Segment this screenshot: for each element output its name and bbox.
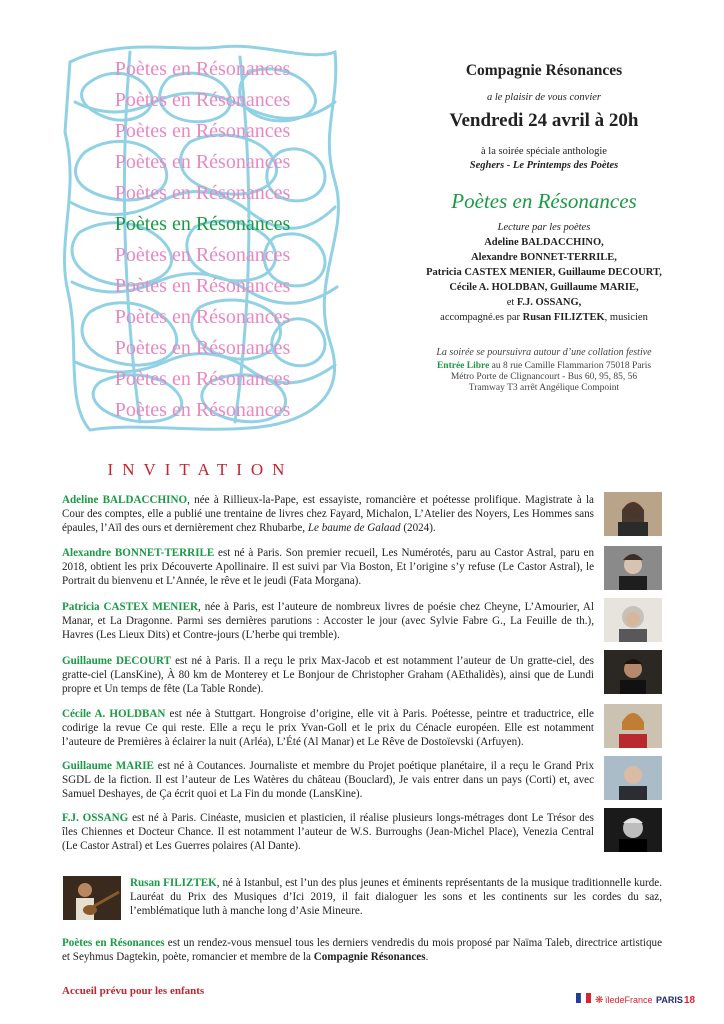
bio-name: Guillaume MARIE bbox=[62, 760, 154, 772]
reading-list bbox=[378, 220, 710, 325]
bio-holdban bbox=[62, 707, 594, 749]
bio-text: est né à Paris. Cinéaste, musicien et plasticien, il réalise plusieurs longs-métrages dont Le Trésor des îles Chiennes et Docteur Chance. Il est notamment l’auteur de W.S. Burroughs (Jean-Michel Place), Venezia Central (Le Castor Astral) et Les Guerres polaires (Al Dante). bbox=[62, 812, 594, 852]
bio-filiztek bbox=[130, 876, 662, 918]
portrait-image bbox=[604, 546, 662, 590]
event-date: Vendredi 24 avril à 20h bbox=[449, 110, 639, 131]
poster-title-line: Poètes en Résonances bbox=[114, 306, 291, 328]
invitation-heading: INVITATION bbox=[107, 460, 294, 479]
reader-name: Patricia CASTEX MENIER, Guillaume DECOURT, bbox=[426, 267, 662, 278]
entry-address: au 8 rue Camille Flammarion 75018 Paris bbox=[489, 361, 652, 371]
bio-text: est né à Coutances. Journaliste et membre du Projet poétique planétaire, il a reçu le Grand Prix SGDL de la fiction. Il est l’auteur de Les Watères du château (Bouclard), Je vais entrer dans un pays (Corti) et, avec Samuel Deshayes, de Ça écrit quoi et La Fin du monde (LansKine). bbox=[62, 760, 594, 800]
portrait-photo bbox=[604, 598, 662, 642]
metro-info: Métro Porte de Clignancourt - Bus 60, 95, 85, 56 bbox=[450, 372, 638, 382]
bio-name: Guillaume DECOURT bbox=[62, 655, 172, 667]
bio-name: Patricia CASTEX MENIER bbox=[62, 601, 199, 613]
poster-title-line: Poètes en Résonances bbox=[114, 368, 291, 390]
portrait-image bbox=[604, 650, 662, 694]
poster-title-line-highlight: Poètes en Résonances bbox=[114, 213, 291, 235]
bio-text: , née à Paris, est l’auteure de nombreux livres de poésie chez Cheyne, L’Amourier, Al Manar, et La Dragonne. Parmi ses dernières parutions : Accoster le jour (avec Sylvie Fabre G., La Feuille de th.), Havres (Les Lieux Dits) et Contre-jours (L’herbe qui tremble). bbox=[62, 601, 594, 641]
bio-name: F.J. OSSANG bbox=[62, 812, 129, 824]
kids-welcome: Accueil prévu pour les enfants bbox=[62, 985, 205, 997]
portrait-image bbox=[604, 492, 662, 536]
accompanied-text: accompagné.es par bbox=[440, 312, 523, 323]
poster-title-line: Poètes en Résonances bbox=[114, 120, 291, 142]
collation-note: La soirée se poursuivra autour d’une collation festive bbox=[436, 347, 652, 358]
arrondissement-logo: 18 bbox=[684, 995, 696, 1006]
portrait-photo bbox=[604, 704, 662, 748]
bio-text: , né à Istanbul, est l’un des plus jeunes et éminents représentants de la musique traditionnelle kurde. Lauréat du Prix des Musiques d’Ici 2019, il fait dialoguer les sons et les continents sur les cordes du saz, l’emblématique luth à manche long d’Asie Mineure. bbox=[130, 877, 662, 917]
reader-name: Alexandre BONNET-TERRILE, bbox=[471, 252, 617, 263]
portrait-image bbox=[604, 808, 662, 852]
sponsor-logos bbox=[576, 990, 696, 1008]
portrait-image bbox=[604, 598, 662, 642]
republique-logo bbox=[576, 993, 591, 1003]
event-info bbox=[378, 62, 710, 394]
bio-decourt bbox=[62, 654, 594, 696]
monthly-text: est un rendez-vous mensuel tous les derniers vendredis du mois proposé par Naïma Taleb, directrice artistique et Seyhmus Dagtekin, poète, romancier et membre de la bbox=[62, 937, 662, 963]
bio-text: est né à Paris. Son premier recueil, Les Numérotés, paru au Castor Astral, paru en 2018, obtient les prix Découverte Apollinaire. Il est suivi par Via Boston, Et l’origine s’y refuse (Le Castor Astral), le Portrait du bienvenu et L’Année, le rêve et le jeudi (Fata Morgana). bbox=[62, 547, 594, 587]
bio-ossang bbox=[62, 811, 594, 853]
portrait-image bbox=[604, 704, 662, 748]
invite-line: a le plaisir de vous convier bbox=[486, 92, 602, 103]
musician-image bbox=[63, 876, 121, 920]
portrait-photo bbox=[604, 650, 662, 694]
portrait-photo bbox=[604, 546, 662, 590]
bio-name: Alexandre BONNET-TERRILE bbox=[62, 547, 215, 559]
entry-label: Entrée Libre bbox=[436, 361, 490, 371]
musician-photo bbox=[63, 876, 121, 920]
poster-title-line: Poètes en Résonances bbox=[114, 151, 291, 173]
poster-title-line: Poètes en Résonances bbox=[114, 399, 291, 421]
poster-title-line: Poètes en Résonances bbox=[114, 58, 291, 80]
bio-book-title: Le baume de Galaad bbox=[307, 522, 401, 534]
bio-text: est né à Paris. Il a reçu le prix Max-Jacob et est notamment l’auteur de Un gratte-ciel, des gratte-ciel (LansKine), À 80 km de Monterey et Le Bonjour de Christopher Graham (AEthalidès), ainsi que de Lundi propre et Un temps de fête (La Table Ronde). bbox=[62, 655, 594, 695]
reader-conj: et bbox=[506, 297, 517, 308]
event-title: Poètes en Résonances bbox=[451, 189, 637, 213]
bio-tail: (2024). bbox=[400, 522, 436, 534]
poster-title-line: Poètes en Résonances bbox=[114, 244, 291, 266]
portrait-photo bbox=[604, 492, 662, 536]
bio-text: est née à Stuttgart. Hongroise d’origine, elle vit à Paris. Poétesse, peintre et traductrice, elle codirige la revue Ce qui reste. Elle a reçu le prix Yvan-Goll et le prix du Cénacle européen. Elle est notamment l’auteure de Premières à éclairer la nuit (Arléa), L’Été (Al Manar) et Le Rêve de Dostoïevski (Arfuyen). bbox=[62, 708, 594, 748]
region-logo: ïledeFrance bbox=[605, 995, 653, 1005]
bio-name: Rusan FILIZTEK bbox=[130, 877, 217, 889]
logo-strip bbox=[576, 990, 696, 1008]
tram-info: Tramway T3 arrêt Angélique Compoint bbox=[468, 383, 620, 393]
musician-role: , musicien bbox=[604, 312, 648, 323]
poster-title-line: Poètes en Résonances bbox=[114, 275, 291, 297]
reading-lead: Lecture par les poètes bbox=[497, 222, 591, 233]
series-name: Poètes en Résonances bbox=[62, 937, 165, 949]
bio-name: Cécile A. HOLDBAN bbox=[62, 708, 166, 720]
paris-logo: PARIS bbox=[656, 995, 683, 1005]
portrait-photo bbox=[604, 756, 662, 800]
bio-baldacchino bbox=[62, 493, 594, 535]
reader-name: F.J. OSSANG, bbox=[516, 297, 582, 308]
entry-info bbox=[378, 361, 710, 394]
poster-title-line: Poètes en Résonances bbox=[114, 89, 291, 111]
reader-name: Cécile A. HOLDBAN, Guillaume MARIE, bbox=[449, 282, 639, 293]
poster-title-line: Poètes en Résonances bbox=[114, 182, 291, 204]
bio-marie bbox=[62, 759, 594, 801]
portrait-photo bbox=[604, 808, 662, 852]
musician-name: Rusan FILIZTEK bbox=[522, 312, 605, 323]
bio-bonnet-terrile bbox=[62, 546, 594, 588]
company-name: Compagnie Résonances bbox=[465, 62, 623, 79]
monthly-description bbox=[62, 936, 662, 964]
bio-castex-menier bbox=[62, 600, 594, 642]
reader-name: Adeline BALDACCHINO, bbox=[484, 237, 604, 248]
portrait-image bbox=[604, 756, 662, 800]
monthly-end: . bbox=[425, 951, 429, 963]
bio-text: , née à Rillieux-la-Pape, est essayiste, romancière et poétesse prolifique. Magistrate à la Cour des comptes, elle a publié une trentaine de livres chez Fayard, Michalon, L’Atelier des Noyers, Les Hommes sans épaules, l’Aïl des ours et dernièrement chez Rhubarbe, bbox=[62, 494, 594, 534]
special-title: Seghers - Le Printemps des Poètes bbox=[469, 160, 619, 171]
bio-name: Adeline BALDACCHINO bbox=[62, 494, 188, 506]
poster-title-line: Poètes en Résonances bbox=[114, 337, 291, 359]
company-ref: Compagnie Résonances bbox=[313, 951, 426, 963]
special-evening bbox=[378, 145, 710, 173]
region-logo-mark: ❋ bbox=[595, 995, 604, 1006]
special-line: à la soirée spéciale anthologie bbox=[481, 146, 607, 157]
